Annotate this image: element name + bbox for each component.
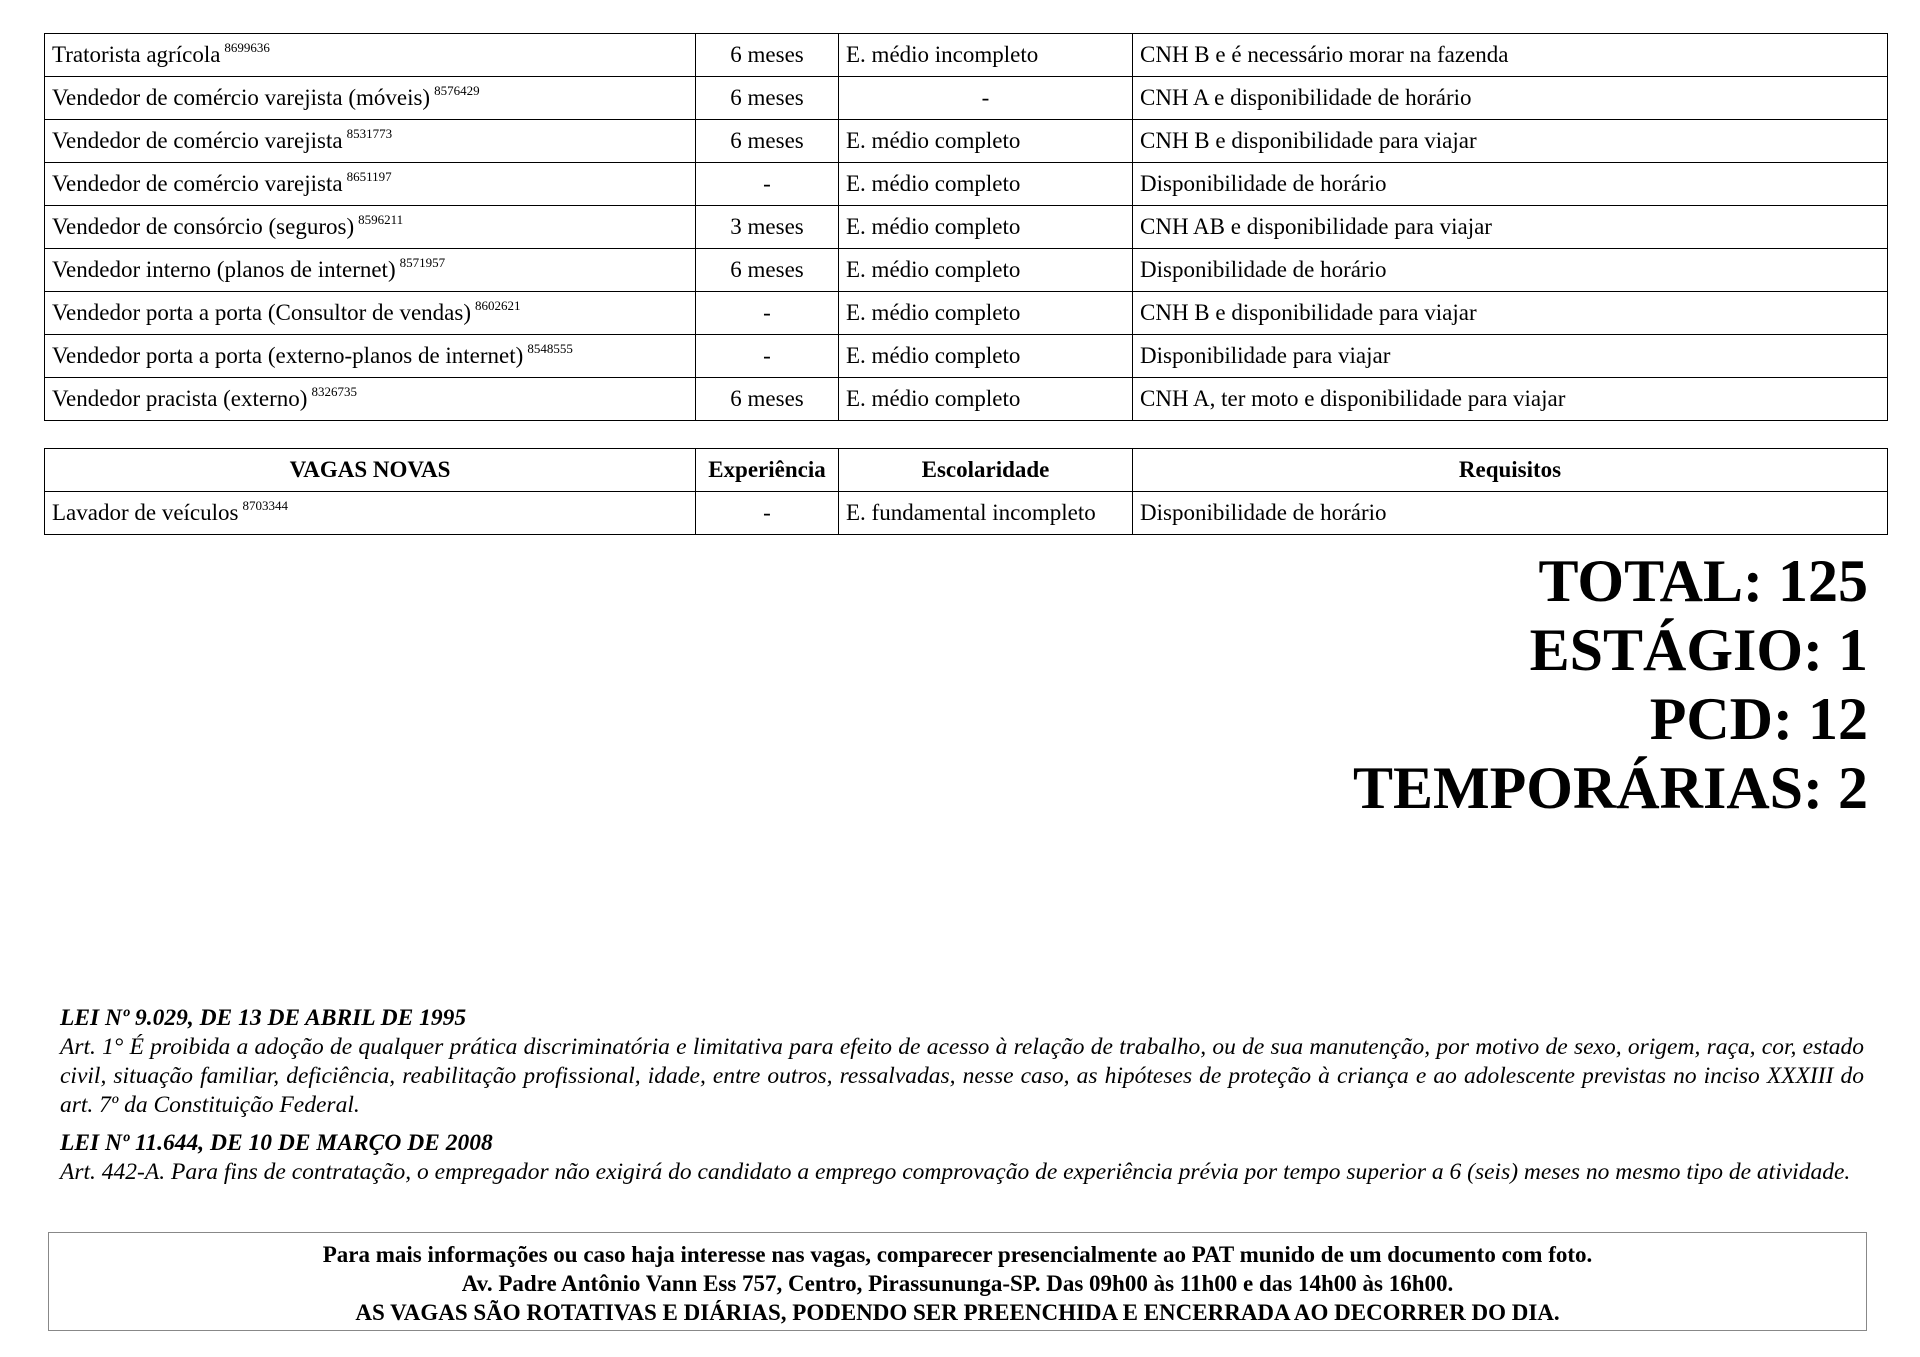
header-experience: Experiência <box>696 449 839 492</box>
job-code: 8576429 <box>434 83 480 98</box>
job-education: E. médio completo <box>839 163 1133 206</box>
table-row <box>45 335 1888 378</box>
job-experience: - <box>696 335 839 378</box>
law-text: Art. 442-A. Para fins de contratação, o empregador não exigirá do candidato a emprego comprovação de experiência prévia por tempo superior a 6 (seis) meses no mesmo tipo de atividade. <box>60 1159 1851 1185</box>
job-requirements: Disponibilidade de horário <box>1133 492 1888 535</box>
job-title: Tratorista agrícola $^{8699636}$ <box>45 34 696 77</box>
job-requirements: Disponibilidade de horário <box>1133 163 1888 206</box>
job-code: 8596211 <box>358 212 404 227</box>
job-title: Vendedor de comércio varejista $^{8651197}$ <box>45 163 696 206</box>
job-title: Vendedor porta a porta (externo-planos de internet) $^{8548555}$ <box>45 335 696 378</box>
law-title: LEI Nº 11.644, DE 10 DE MARÇO DE 2008 <box>60 1130 493 1156</box>
table-row <box>45 492 1888 535</box>
job-requirements: CNH A, ter moto e disponibilidade para viajar <box>1133 378 1888 421</box>
pcd-count: PCD: 12 <box>1649 686 1868 752</box>
totals-summary <box>1353 547 1868 823</box>
job-requirements: CNH A e disponibilidade de horário <box>1133 77 1888 120</box>
job-code: 8326735 <box>311 384 357 399</box>
job-requirements: Disponibilidade para viajar <box>1133 335 1888 378</box>
job-title: Vendedor interno (planos de internet) $^{8571957}$ <box>45 249 696 292</box>
job-education: E. fundamental incompleto <box>839 492 1133 535</box>
header-new-jobs: VAGAS NOVAS <box>45 449 696 492</box>
job-education: E. médio completo <box>839 292 1133 335</box>
job-education: E. médio completo <box>839 120 1133 163</box>
table-row <box>45 77 1888 120</box>
job-education: E. médio incompleto <box>839 34 1133 77</box>
job-education: E. médio completo <box>839 378 1133 421</box>
job-experience: 6 meses <box>696 249 839 292</box>
footer-line-info: Para mais informações ou caso haja interesse nas vagas, comparecer presencialmente ao PAT munido de um documento com foto. <box>322 1242 1593 1267</box>
job-education: - <box>839 77 1133 120</box>
job-experience: 6 meses <box>696 120 839 163</box>
job-title: Vendedor pracista (externo) $^{8326735}$ <box>45 378 696 421</box>
table-row <box>45 206 1888 249</box>
job-education: E. médio completo <box>839 249 1133 292</box>
new-jobs-table <box>44 448 1888 535</box>
footer-line-notice: AS VAGAS SÃO ROTATIVAS E DIÁRIAS, PODENDO SER PREENCHIDA E ENCERRADA AO DECORRER DO DIA. <box>355 1300 1560 1325</box>
info-footer-box <box>48 1232 1867 1331</box>
job-experience: - <box>696 292 839 335</box>
legal-notices <box>60 1004 1864 1187</box>
job-code: 8651197 <box>346 169 392 184</box>
job-experience: 6 meses <box>696 77 839 120</box>
table-row <box>45 249 1888 292</box>
job-requirements: CNH AB e disponibilidade para viajar <box>1133 206 1888 249</box>
table-row <box>45 120 1888 163</box>
table-row <box>45 378 1888 421</box>
table-row <box>45 292 1888 335</box>
table-row <box>45 163 1888 206</box>
job-code: 8571957 <box>399 255 446 270</box>
law-text: Art. 1° É proibida a adoção de qualquer prática discriminatória e limitativa para efeito de acesso à relação de trabalho, ou de sua manutenção, por motivo de sexo, origem, raça, cor, estado civil, situação familiar, deficiência, reabilitação profissional, idade, entre outros, ressalvadas, nesse caso, as hipóteses de proteção à criança e ao adolescente previstas no inciso XXXIII do art. 7º da Constituição Federal. <box>60 1034 1864 1118</box>
job-requirements: CNH B e disponibilidade para viajar <box>1133 120 1888 163</box>
law-title: LEI Nº 9.029, DE 13 DE ABRIL DE 1995 <box>60 1005 467 1031</box>
table-header-row <box>45 449 1888 492</box>
job-title: Lavador de veículos $^{8703344}$ <box>45 492 696 535</box>
job-title: Vendedor porta a porta (Consultor de vendas) $^{8602621}$ <box>45 292 696 335</box>
job-title: Vendedor de comércio varejista $^{8531773}$ <box>45 120 696 163</box>
job-title: Vendedor de consórcio (seguros) $^{8596211}$ <box>45 206 696 249</box>
jobs-table-continued <box>44 33 1888 421</box>
job-experience: 3 meses <box>696 206 839 249</box>
header-education: Escolaridade <box>839 449 1133 492</box>
footer-line-address: Av. Padre Antônio Vann Ess 757, Centro, Pirassununga-SP. Das 09h00 às 11h00 e das 14h00 às 16h00. <box>461 1271 1454 1296</box>
job-experience: 6 meses <box>696 378 839 421</box>
job-education: E. médio completo <box>839 335 1133 378</box>
job-experience: - <box>696 163 839 206</box>
job-requirements: Disponibilidade de horário <box>1133 249 1888 292</box>
job-code: 8548555 <box>527 341 573 356</box>
total-count: TOTAL: 125 <box>1538 548 1868 614</box>
job-code: 8703344 <box>242 498 288 513</box>
job-education: E. médio completo <box>839 206 1133 249</box>
job-code: 8699636 <box>224 40 270 55</box>
estagio-count: ESTÁGIO: 1 <box>1529 617 1868 683</box>
header-requirements: Requisitos <box>1133 449 1888 492</box>
temporarias-count: TEMPORÁRIAS: 2 <box>1352 755 1868 821</box>
job-requirements: CNH B e disponibilidade para viajar <box>1133 292 1888 335</box>
job-code: 8531773 <box>346 126 393 141</box>
table-row <box>45 34 1888 77</box>
job-code: 8602621 <box>475 298 521 313</box>
job-experience: 6 meses <box>696 34 839 77</box>
job-requirements: CNH B e é necessário morar na fazenda <box>1133 34 1888 77</box>
law-11644 <box>60 1129 1864 1187</box>
law-9029 <box>60 1004 1864 1120</box>
job-experience: - <box>696 492 839 535</box>
job-title: Vendedor de comércio varejista (móveis) $^{8576429}$ <box>45 77 696 120</box>
